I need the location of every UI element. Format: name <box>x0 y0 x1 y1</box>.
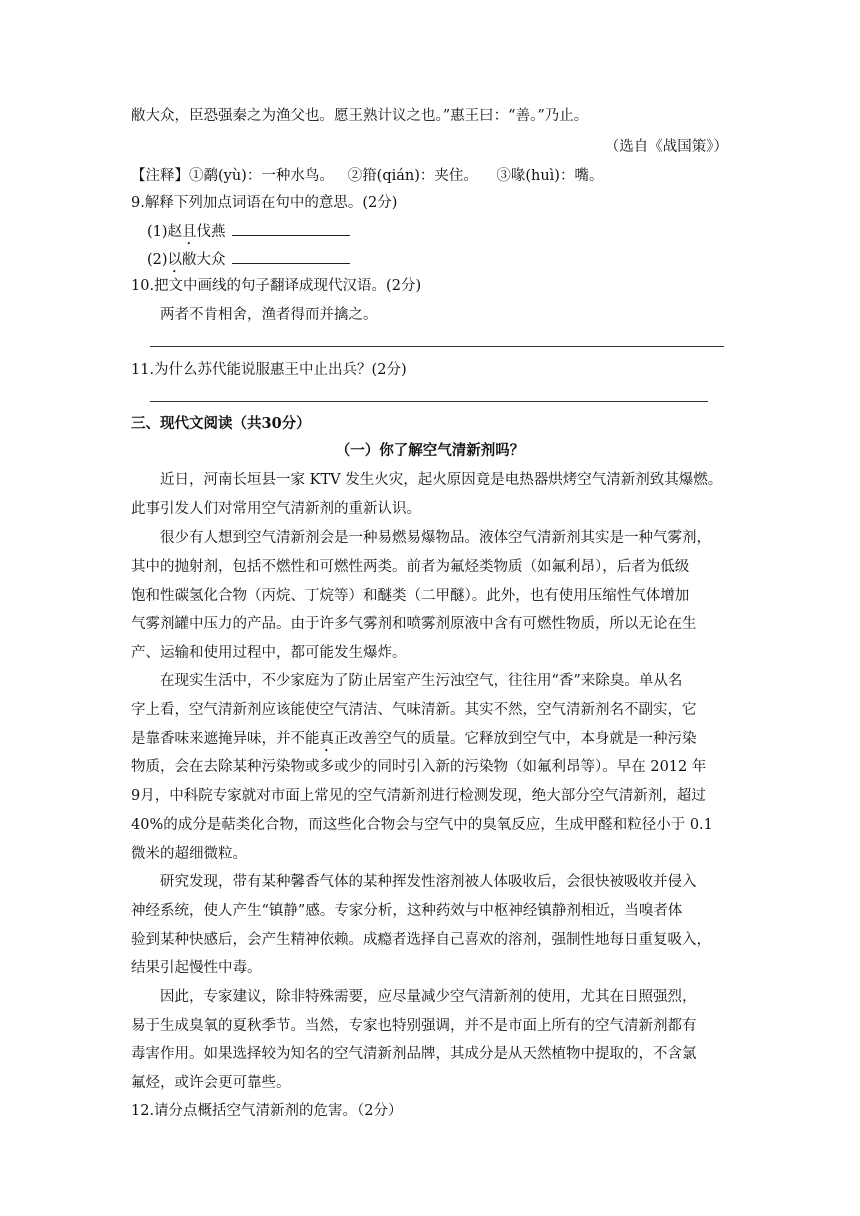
passage-line: 敝大众，臣恐强秦之为渔父也。愿王熟计议之也。”惠王曰：“善。”乃止。 <box>131 108 589 124</box>
paragraph-line: 产、运输和使用过程中，都可能发生爆炸。 <box>131 645 407 661</box>
question-9-item-1: (1)赵且伐燕 <box>147 221 350 248</box>
passage-notes: 【注释】①鹬(yù)：一种水鸟。 ②箝(qián)：夹住。 ③喙(huì)：嘴。 <box>131 168 604 184</box>
paragraph-line: 毒害作用。如果选择较为知名的空气清新剂品牌，其成分是从天然植物中提取的，不含氯 <box>131 1046 697 1062</box>
article-title: （一）你了解空气清新剂吗？ <box>335 442 525 459</box>
question-10-title: 10.把文中画线的句子翻译成现代汉语。(2分) <box>131 278 422 294</box>
answer-line[interactable] <box>150 401 708 402</box>
paragraph-line: 很少有人想到空气清新剂会是一种易燃易爆物品。液体空气清新剂其实是一种气雾剂， <box>160 530 711 546</box>
paragraph-line: 神经系统，使人产生“镇静”感。专家分析，这种药效与中枢神经镇静剂相近，当嗅者体 <box>131 903 683 919</box>
question-9-item-2: (2)以敝大众 <box>147 249 350 276</box>
section-heading: 三、现代文阅读（共30分） <box>131 415 311 432</box>
paragraph-line: 是靠香味来遮掩异味，并不能真正改善空气的质量。它释放到空气中，本身就是一种污染 <box>131 731 697 747</box>
answer-blank[interactable] <box>232 249 350 264</box>
question-10-sentence: 两者不肯相舍，渔者得而并擒之。 <box>160 307 378 323</box>
paragraph-line: 近日，河南长垣县一家 KTV 发生火灾，起火原因竟是电热器烘烤空气清新剂致其爆燃。 <box>160 472 723 488</box>
dotted-word: 真 <box>319 731 334 747</box>
paragraph-line: 饱和性碳氢化合物（丙烷、丁烷等）和醚类（二甲醚）。此外，也有使用压缩性气体增加 <box>131 588 690 604</box>
dotted-word: 且 <box>182 224 197 240</box>
paragraph-line: 9月，中科院专家就对市面上常见的空气清新剂进行检测发现，绝大部分空气清新剂，超过 <box>131 788 706 804</box>
question-12-title: 12.请分点概括空气清新剂的危害。（2分） <box>131 1103 403 1119</box>
paragraph-line: 微米的超细微粒。 <box>131 846 247 862</box>
paragraph-line: 氟烃，或许会更可靠些。 <box>131 1075 291 1091</box>
answer-line[interactable] <box>150 346 724 347</box>
paragraph-line: 其中的抛射剂，包括不燃性和可燃性两类。前者为氟烃类物质（如氟利昂），后者为低级 <box>131 559 690 575</box>
paragraph-line: 在现实生活中，不少家庭为了防止居室产生污浊空气，往往用“香”来除臭。单从名 <box>160 673 683 689</box>
question-9-title: 9.解释下列加点词语在句中的意思。(2分) <box>131 195 398 211</box>
paragraph-line: 40%的成分是萜类化合物，而这些化合物会与空气中的臭氧反应，生成甲醛和粒径小于 0.1 <box>131 817 713 833</box>
passage-source: （选自《战国策》） <box>604 139 728 155</box>
paragraph-line: 易于生成臭氧的夏秋季节。当然，专家也特别强调，并不是市面上所有的空气清新剂都有 <box>131 1018 697 1034</box>
paragraph-line: 字上看，空气清新剂应该能使空气清洁、气味清新。其实不然，空气清新剂名不副实，它 <box>131 702 697 718</box>
question-11-title: 11.为什么苏代能说服惠王中止出兵？(2分) <box>131 362 407 378</box>
dotted-word: 以 <box>167 252 183 268</box>
answer-blank[interactable] <box>232 221 350 236</box>
paragraph-line: 研究发现，带有某种馨香气体的某种挥发性溶剂被人体吸收后，会很快被吸收并侵入 <box>160 874 697 890</box>
paragraph-line: 验到某种快感后，会产生精神依赖。成瘾者选择自己喜欢的溶剂，强制性地每日重复吸入， <box>131 932 711 948</box>
paragraph-line: 因此，专家建议，除非特殊需要，应尽量减少空气清新剂的使用，尤其在日照强烈， <box>160 989 697 1005</box>
paragraph-line: 结果引起慢性中毒。 <box>131 960 262 976</box>
paragraph-line: 气雾剂罐中压力的产品。由于许多气雾剂和喷雾剂原液中含有可燃性物质，所以无论在生 <box>131 616 697 632</box>
paragraph-line: 此事引发人们对常用空气清新剂的重新认识。 <box>131 501 421 517</box>
paragraph-line: 物质，会在去除某种污染物或多或少的同时引入新的污染物（如氟利昂等）。早在 2012 年 <box>131 759 707 775</box>
